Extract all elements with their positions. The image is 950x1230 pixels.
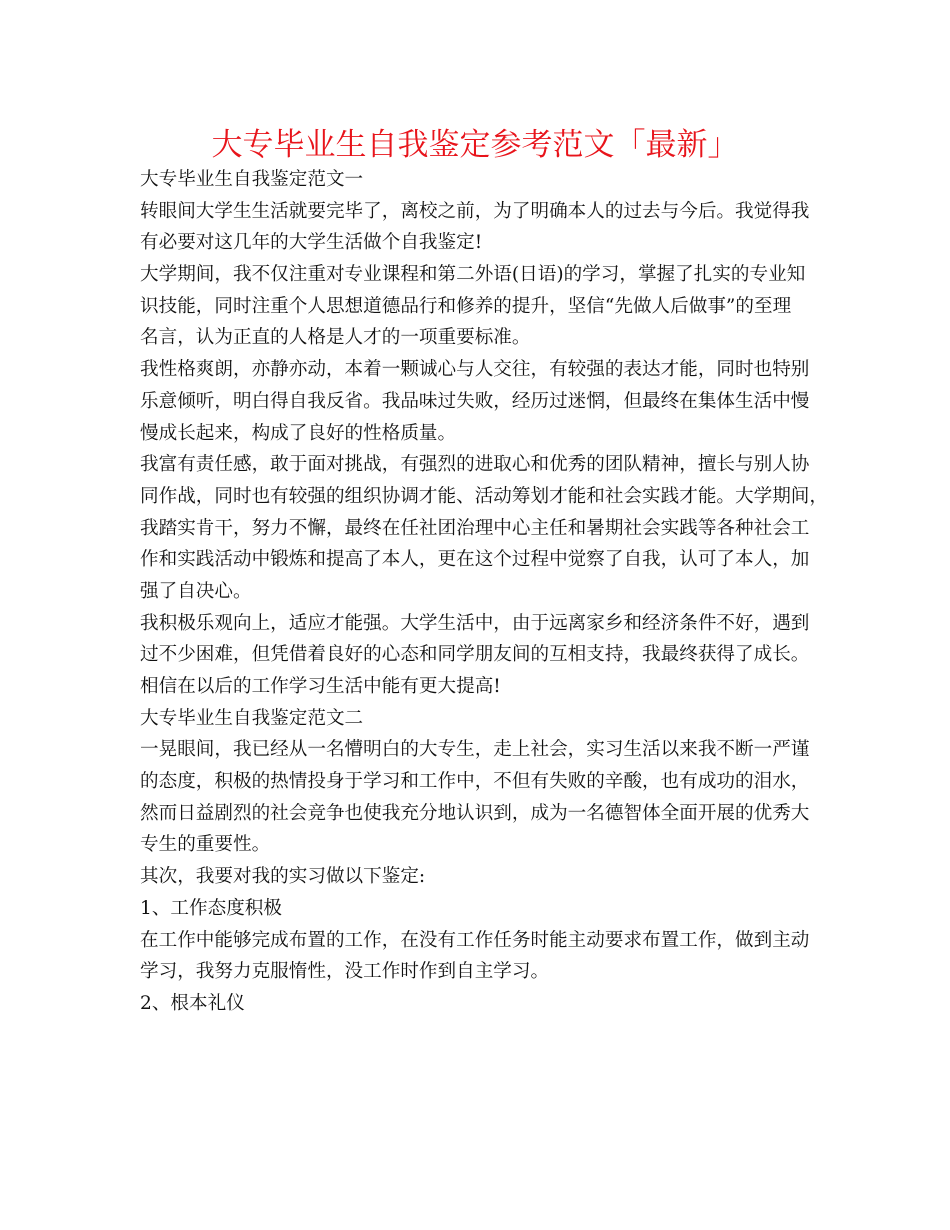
- paragraph-line: 其次，我要对我的实习做以下鉴定:: [140, 866, 426, 888]
- list-item-heading: 2、根本礼仪: [140, 992, 245, 1014]
- paragraph-line: 强了自决心。: [140, 580, 252, 602]
- paragraph-line: 我性格爽朗，亦静亦动，本着一颗诚心与人交往，有较强的表达才能，同时也特别: [140, 359, 810, 381]
- paragraph-line: 作和实践活动中锻炼和提高了本人，更在这个过程中觉察了自我，认可了本人，加: [140, 549, 810, 571]
- paragraph-line: 我踏实肯干，努力不懈，最终在任社团治理中心主任和暑期社会实践等各种社会工: [140, 517, 810, 539]
- paragraph-line: 慢成长起来，构成了良好的性格质量。: [140, 422, 457, 444]
- paragraph-line: 名言，认为正直的人格是人才的一项重要标准。: [140, 327, 531, 349]
- paragraph-line: 专生的重要性。: [140, 834, 271, 856]
- paragraph-line: 我积极乐观向上，适应才能强。大学生活中，由于远离家乡和经济条件不好，遇到: [140, 612, 810, 634]
- paragraph-line: 大学期间，我不仅注重对专业课程和第二外语(日语)的学习，掌握了扎实的专业知: [140, 264, 806, 286]
- section-heading: 大专毕业生自我鉴定范文一: [140, 169, 364, 190]
- paragraph-line: 乐意倾听，明白得自我反省。我品味过失败，经历过迷惘，但最终在集体生活中慢: [140, 390, 810, 412]
- paragraph-line: 我富有责任感，敢于面对挑战，有强烈的进取心和优秀的团队精神，擅长与别人协: [140, 454, 810, 476]
- section-heading: 大专毕业生自我鉴定范文二: [140, 707, 364, 729]
- document-body: [140, 164, 830, 1020]
- paragraph-line: 的态度，积极的热情投身于学习和工作中，不但有失败的辛酸，也有成功的泪水，: [140, 771, 810, 793]
- document-title: 大专毕业生自我鉴定参考范文「最新」: [211, 127, 739, 163]
- list-item-heading: 1、工作态度积极: [140, 897, 282, 919]
- paragraph-line: 转眼间大学生生活就要完毕了，离校之前，为了明确本人的过去与今后。我觉得我: [140, 200, 810, 222]
- paragraph-line: 有必要对这几年的大学生活做个自我鉴定!: [140, 232, 483, 254]
- paragraph-line: 在工作中能够完成布置的工作，在没有工作任务时能主动要求布置工作，做到主动: [140, 929, 810, 951]
- paragraph-line: 然而日益剧烈的社会竞争也使我充分地认识到，成为一名德智体全面开展的优秀大: [140, 802, 810, 824]
- paragraph-line: 相信在以后的工作学习生活中能有更大提高!: [140, 676, 501, 697]
- paragraph-line: 同作战，同时也有较强的组织协调才能、活动筹划才能和社会实践才能。大学期间，: [140, 485, 828, 507]
- paragraph-line: 识技能，同时注重个人思想道德品行和修养的提升，坚信“先做人后做事”的至理: [140, 295, 792, 317]
- paragraph-line: 一晃眼间，我已经从一名懵明白的大专生，走上社会，实习生活以来我不断一严谨: [140, 739, 810, 761]
- paragraph-line: 学习，我努力克服惰性，没工作时作到自主学习。: [140, 961, 550, 983]
- paragraph-line: 过不少困难，但凭借着良好的心态和同学朋友间的互相支持，我最终获得了成长。: [140, 644, 810, 666]
